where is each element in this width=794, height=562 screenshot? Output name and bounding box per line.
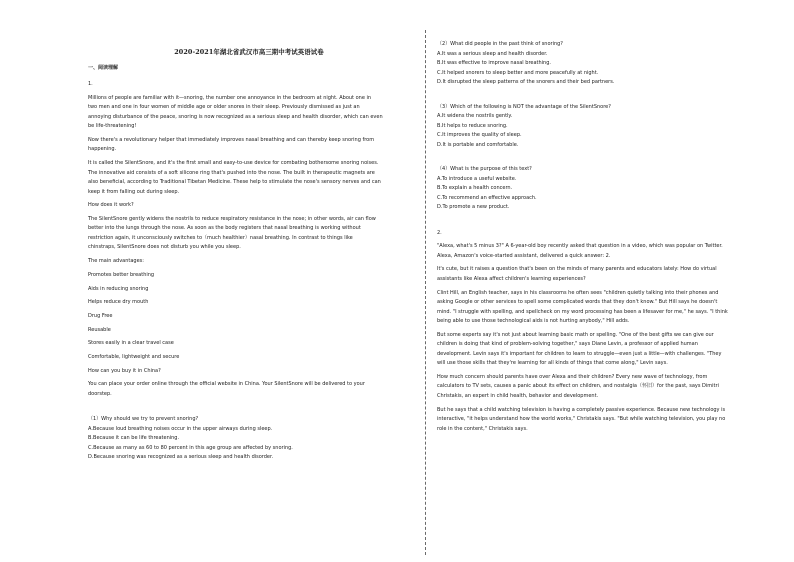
passage-2-paragraph: Clint Hill, an English teacher, says in his classrooms he often sees "children quietly talking into their phones and asking Google or other services to spell some complicated words that they don't know." But Hill says he doesn't mind. "I struggle with spelling, and spellcheck on my word processing has been a lifesaver for me," he says. "I think being able to use those technological aids is not hurting anybody," Hill adds. xyxy=(437,289,728,325)
question-3-option-b: B.It helps to reduce snoring. xyxy=(437,122,508,129)
question-2-option-c: C.It helped snorers to sleep better and more peacefully at night. xyxy=(437,69,599,76)
question-3-option-a: A.It widens the nostrils gently. xyxy=(437,113,513,119)
advantage-item: Comfortable, lightweight and secure xyxy=(88,353,180,360)
question-1-option-c: C.Because as many as 60 to 80 percent in this age group are affected by snoring. xyxy=(88,444,293,451)
advantage-item: Aids in reducing snoring xyxy=(88,285,149,292)
subheading: The main advantages: xyxy=(88,258,144,265)
subheading: How can you buy it in China? xyxy=(88,367,161,374)
subheading: How does it work? xyxy=(88,202,134,209)
exam-title: 2020-2021年湖北省武汉市高三期中考试英语试卷 xyxy=(174,48,324,56)
passage-2-paragraph: How much concern should parents have over Alexa and their children? Every new wave of technology, from calculators to TV sets, causes a panic about its effect on children, and nostalgia（怀旧）for the past, says Dimitri Christakis, an expert in child health, behavior and development. xyxy=(437,373,719,399)
passage-2-number: 2. xyxy=(437,229,442,236)
paragraph: Millions of people are familiar with it—snoring, the number one annoyance in the bedroom at night. About one in two men and one in four women of middle age or older snores in their sleep. Previously dismissed as just an annoying disturbance of the peace, snoring is now recognized as a serious sleep and health disorder, which can even be life-threatening! xyxy=(88,94,383,130)
paragraph: You can place your order online through the official website in China. Your SilentSnore will be delivered to your doorstep. xyxy=(88,381,365,397)
paragraph: It is called the SilentSnore, and it's the first small and easy-to-use device for combating bothersome snoring noises. The innovative aid consists of a soft silicone ring that's pushed into the nose. The built in therapeutic magnets are also beneficial, according to Traditional Tibetan Medicine. These help to stimulate the nose's sensory nerves and can keep it from falling out during sleep. xyxy=(88,160,381,195)
question-4-option-b: B.To explain a health concern. xyxy=(437,185,513,191)
question-4-option-c: C.To recommend an effective approach. xyxy=(437,194,537,201)
advantage-item: Promotes better breathing xyxy=(88,271,155,278)
paragraph: The SilentSnore gently widens the nostrils to reduce respiratory resistance in the nose; in other words, air can flow better into the lungs through the nose. As soon as the body registers that nasal breathing is working without restriction again, it unconsciously switches to（much healthier）nasal breathing. In contrast to things like chinstraps, SilentSnore does not disturb you while you sleep. xyxy=(88,215,376,251)
passage-2-paragraph: But some experts say it's not just about learning basic math or spelling. "One of the best gifts we can give our children is doing that kind of problem-solving together," says Diane Levin, a professor of applied human development. Levin says it's important for children to learn to struggle—even just a little—with challenges. "They will use those skills that they're learning for all kinds of things that come along," Levin says. xyxy=(437,331,722,367)
section-title: 一、阅读理解 xyxy=(88,65,119,71)
question-2-option-d: D.It disrupted the sleep patterns of the snorers and their bed partners. xyxy=(437,79,615,85)
advantage-item: Stores easily in a clear travel case xyxy=(88,340,174,347)
advantage-item: Helps reduce dry mouth xyxy=(88,299,149,306)
question-1-option-b: B.Because it can be life threatening. xyxy=(88,435,180,442)
question-2-option-a: A.It was a serious sleep and health disorder. xyxy=(437,50,548,57)
passage-2-paragraph: It's cute, but it raises a question that's been on the minds of many parents and educators lately: How do virtual assistants like Alexa affect children's learning experiences? xyxy=(437,266,717,282)
question-3-stem: （3）Which of the following is NOT the advantage of the SilentSnore? xyxy=(437,103,611,110)
question-4-stem: （4）What is the purpose of this text? xyxy=(437,166,532,172)
passage-2-paragraph: But he says that a child watching television is having a completely passive experience. Because new technology is interactive, "it helps understand how the world works," Christakis says. "But while watching television, you play no role in the content," Christakis says. xyxy=(437,406,726,432)
question-3-option-c: C.It improves the quality of sleep. xyxy=(437,132,522,138)
passage-number: 1. xyxy=(88,81,93,87)
paragraph: Now there's a revolutionary helper that immediately improves nasal breathing and can thereby keep snoring from happening. xyxy=(88,136,375,153)
question-2-stem: （2）What did people in the past think of snoring? xyxy=(437,41,563,47)
advantage-item: Drug Free xyxy=(88,312,113,319)
advantage-item: Reusable xyxy=(88,326,111,333)
question-1-option-d: D.Because snoring was recognized as a serious sleep and health disorder. xyxy=(88,454,274,461)
question-3-option-d: D.It is portable and comfortable. xyxy=(437,141,519,148)
question-4-option-a: A.To introduce a useful website. xyxy=(437,175,517,182)
passage-2-paragraph: "Alexa, what's 5 minus 3?" A 6-year-old boy recently asked that question in a video, which was popular on Twitter. Alexa, Amazon's voice-started assistant, delivered a quick answer: 2. xyxy=(437,243,723,259)
question-4-option-d: D.To promote a new product. xyxy=(437,204,510,210)
column-divider xyxy=(425,30,426,555)
questions-and-passage-2 xyxy=(437,40,770,434)
passage-1 xyxy=(88,80,410,463)
question-1-stem: （1）Why should we try to prevent snoring? xyxy=(88,416,199,423)
question-1-option-a: A.Because loud breathing noises occur in the upper airways during sleep. xyxy=(88,425,273,432)
question-2-option-b: B.It was effective to improve nasal breathing. xyxy=(437,60,551,66)
